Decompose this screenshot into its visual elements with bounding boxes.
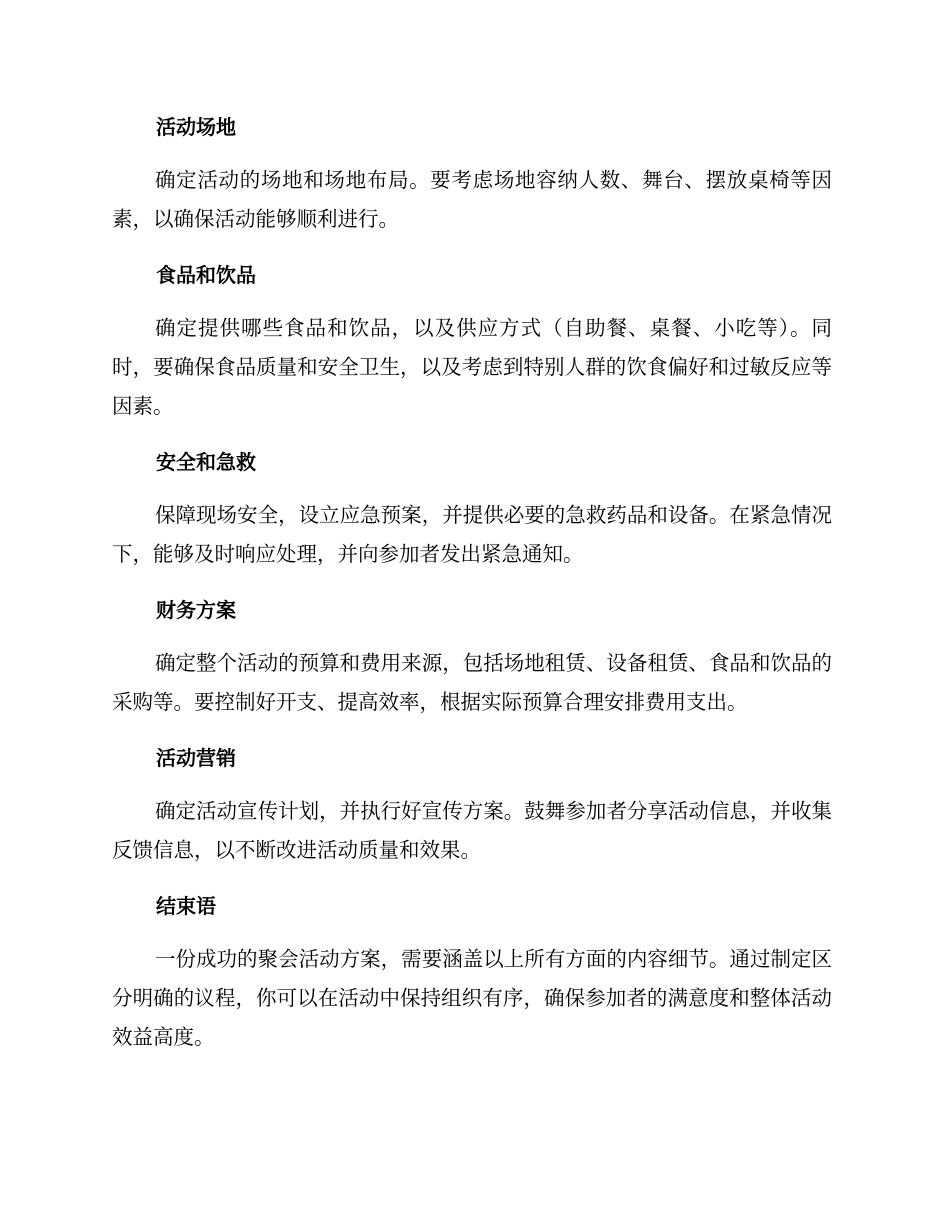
section-heading: 活动营销 [156,746,236,770]
section-paragraph: 一份成功的聚会活动方案，需要涵盖以上所有方面的内容细节。通过制定区分明确的议程，你可以在活动中保持组织有序，确保参加者的满意度和整体活动效益高度。 [112,947,832,1049]
section-heading: 食品和饮品 [156,263,256,287]
section-finance [112,591,832,722]
section-conclusion [112,887,832,1057]
section-heading: 财务方案 [156,598,236,622]
section-heading: 结束语 [156,894,216,918]
section-food-and-drinks [112,256,832,426]
section-marketing [112,739,832,870]
section-paragraph: 确定整个活动的预算和费用来源，包括场地租赁、设备租赁、食品和饮品的采购等。要控制好开支、提高效率，根据实际预算合理安排费用支出。 [112,651,832,714]
section-paragraph: 确定活动的场地和场地布局。要考虑场地容纳人数、舞台、摆放桌椅等因素，以确保活动能够顺利进行。 [112,168,832,231]
section-paragraph: 保障现场安全，设立应急预案，并提供必要的急救药品和设备。在紧急情况下，能够及时响应处理，并向参加者发出紧急通知。 [112,503,832,566]
document-page [112,108,832,1057]
section-safety-and-first-aid [112,443,832,574]
section-venue [112,108,832,239]
section-paragraph: 确定活动宣传计划，并执行好宣传方案。鼓舞参加者分享活动信息，并收集反馈信息，以不断改进活动质量和效果。 [112,799,832,862]
section-paragraph: 确定提供哪些食品和饮品，以及供应方式（自助餐、桌餐、小吃等）。同时，要确保食品质量和安全卫生，以及考虑到特别人群的饮食偏好和过敏反应等因素。 [112,316,832,418]
section-heading: 安全和急救 [156,450,256,474]
section-heading: 活动场地 [156,115,236,139]
